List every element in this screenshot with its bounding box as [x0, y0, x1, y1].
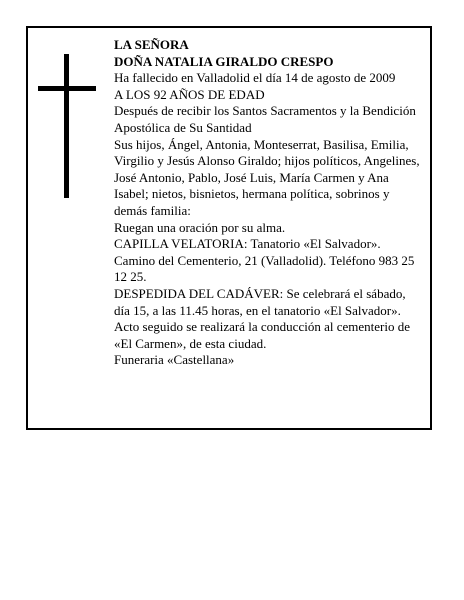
- chapel-info: CAPILLA VELATORIA: Tanatorio «El Salvador». Camino del Cementerio, 21 (Valladolid). Teléfono 983 25 12 25.: [114, 236, 415, 285]
- funeral-home: Funeraria «Castellana»: [114, 352, 235, 368]
- death-announcement: Ha fallecido en Valladolid el día 14 de agosto de 2009: [114, 70, 396, 86]
- cross-vertical-bar: [64, 54, 69, 198]
- age-line: A LOS 92 AÑOS DE EDAD: [114, 86, 265, 102]
- cross-icon: [38, 54, 96, 198]
- sacraments-paragraph: Después de recibir los Santos Sacramentos y la Bendición Apostólica de Su Santidad: [114, 103, 416, 135]
- family-paragraph: Sus hijos, Ángel, Antonia, Monteserrat, Basilisa, Emilia, Virgilio y Jesús Alonso Giraldo; hijos políticos, Angelines, José Antonio, Pablo, José Luis, María Carmen y Ana Isabel; nietos, bisnietos, hermana política, sobrinos y demás familia:: [114, 136, 420, 218]
- cross-horizontal-bar: [38, 86, 96, 91]
- deceased-name: DOÑA NATALIA GIRALDO CRESPO: [114, 53, 334, 69]
- notice-text-block: [114, 37, 424, 369]
- notice-heading: LA SEÑORA: [114, 37, 189, 52]
- farewell-info: DESPEDIDA DEL CADÁVER: Se celebrará el sábado, día 15, a las 11.45 horas, en el tanatorio «El Salvador». Acto seguido se realizará la conducción al cementerio de «El Carmen», de esta ciudad.: [114, 285, 410, 351]
- prayer-request: Ruegan una oración por su alma.: [114, 219, 286, 235]
